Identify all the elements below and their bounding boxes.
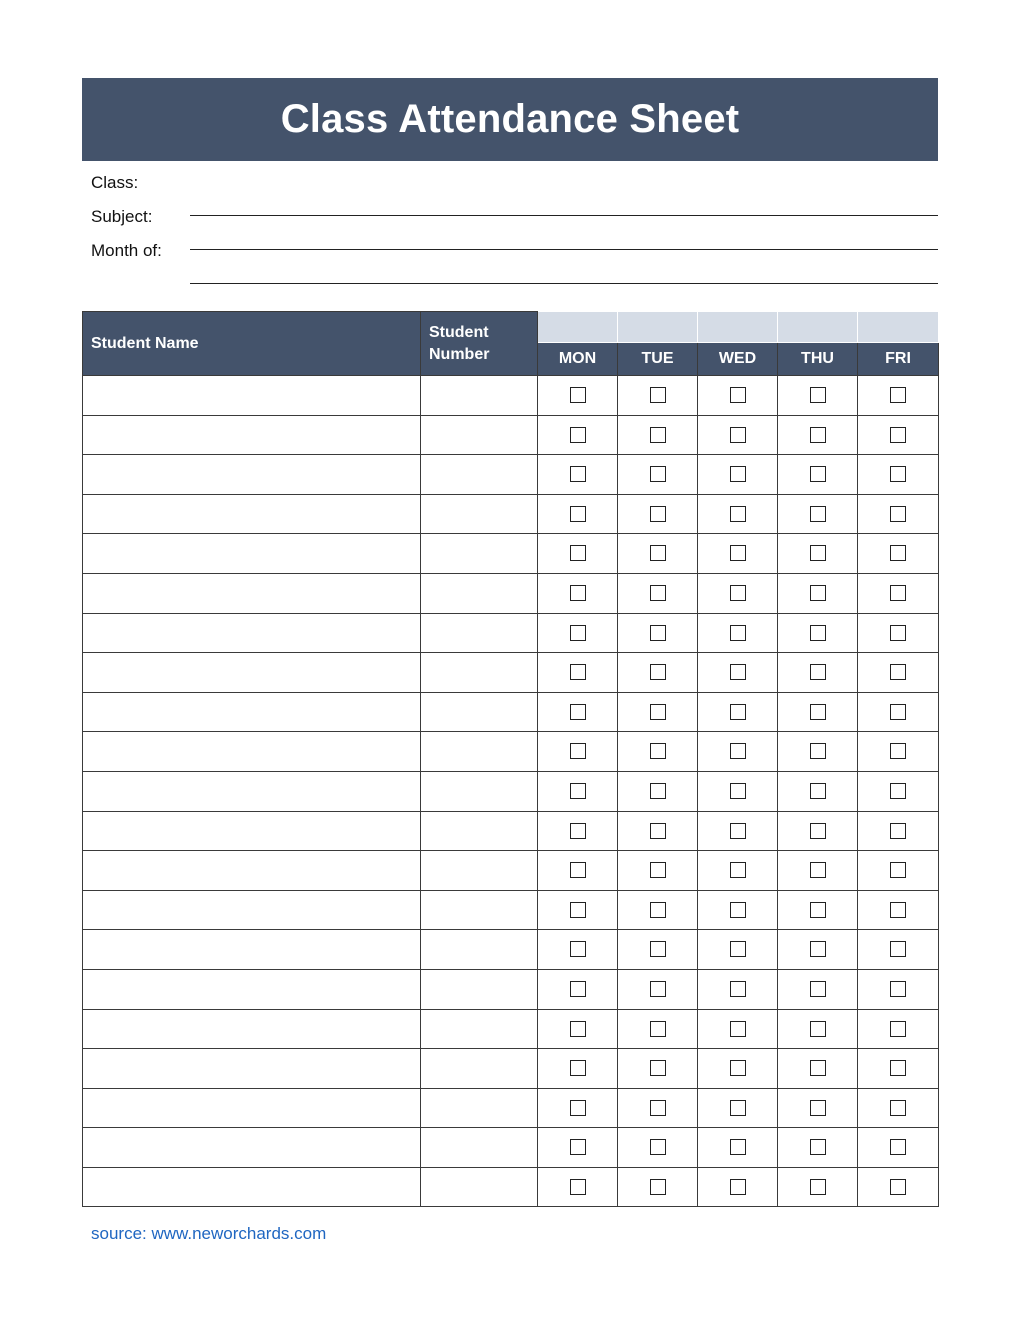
student-number-cell[interactable] (421, 969, 538, 1009)
table-row (83, 1049, 939, 1089)
day-header-wed: WED (698, 343, 778, 376)
table-row (83, 811, 939, 851)
empty-checkbox-icon[interactable] (810, 427, 826, 443)
attendance-cell-tue (618, 534, 698, 574)
empty-checkbox-icon[interactable] (570, 1100, 586, 1116)
empty-checkbox-icon[interactable] (650, 1100, 666, 1116)
empty-checkbox-icon[interactable] (730, 902, 746, 918)
date-cell-mon[interactable] (538, 312, 618, 343)
table-row (83, 851, 939, 891)
empty-checkbox-icon[interactable] (570, 941, 586, 957)
table-row (83, 1088, 939, 1128)
empty-checkbox-icon[interactable] (810, 783, 826, 799)
attendance-cell-fri (858, 811, 939, 851)
empty-checkbox-icon[interactable] (810, 704, 826, 720)
empty-checkbox-icon[interactable] (570, 862, 586, 878)
attendance-cell-thu (778, 1049, 858, 1089)
student-name-cell[interactable] (83, 1128, 421, 1168)
empty-checkbox-icon[interactable] (810, 1179, 826, 1195)
attendance-cell-fri (858, 732, 939, 772)
empty-checkbox-icon[interactable] (810, 506, 826, 522)
subject-field-row (82, 207, 938, 241)
attendance-cell-thu (778, 771, 858, 811)
attendance-cell-wed (698, 969, 778, 1009)
month-input[interactable] (190, 262, 938, 284)
attendance-cell-thu (778, 1167, 858, 1207)
date-cell-tue[interactable] (618, 312, 698, 343)
empty-checkbox-icon[interactable] (890, 1060, 906, 1076)
empty-checkbox-icon[interactable] (810, 387, 826, 403)
attendance-cell-thu (778, 811, 858, 851)
empty-checkbox-icon[interactable] (650, 545, 666, 561)
attendance-cell-fri (858, 1049, 939, 1089)
empty-checkbox-icon[interactable] (730, 585, 746, 601)
empty-checkbox-icon[interactable] (570, 1139, 586, 1155)
student-name-cell[interactable] (83, 969, 421, 1009)
empty-checkbox-icon[interactable] (730, 545, 746, 561)
attendance-cell-tue (618, 1128, 698, 1168)
empty-checkbox-icon[interactable] (730, 466, 746, 482)
attendance-cell-fri (858, 415, 939, 455)
empty-checkbox-icon[interactable] (730, 823, 746, 839)
attendance-cell-mon (538, 376, 618, 416)
table-row (83, 494, 939, 534)
attendance-cell-wed (698, 890, 778, 930)
attendance-cell-wed (698, 494, 778, 534)
attendance-cell-tue (618, 613, 698, 653)
empty-checkbox-icon[interactable] (890, 664, 906, 680)
student-number-cell[interactable] (421, 613, 538, 653)
empty-checkbox-icon[interactable] (810, 466, 826, 482)
student-number-cell[interactable] (421, 1128, 538, 1168)
empty-checkbox-icon[interactable] (650, 1021, 666, 1037)
attendance-cell-tue (618, 1088, 698, 1128)
attendance-cell-wed (698, 534, 778, 574)
empty-checkbox-icon[interactable] (890, 387, 906, 403)
date-cell-fri[interactable] (858, 312, 939, 343)
attendance-cell-tue (618, 494, 698, 534)
empty-checkbox-icon[interactable] (570, 1179, 586, 1195)
empty-checkbox-icon[interactable] (730, 941, 746, 957)
empty-checkbox-icon[interactable] (730, 427, 746, 443)
attendance-cell-wed (698, 1009, 778, 1049)
subject-label: Subject: (91, 207, 153, 226)
attendance-cell-mon (538, 930, 618, 970)
empty-checkbox-icon[interactable] (890, 466, 906, 482)
attendance-cell-thu (778, 376, 858, 416)
empty-checkbox-icon[interactable] (650, 1139, 666, 1155)
attendance-cell-tue (618, 732, 698, 772)
empty-checkbox-icon[interactable] (570, 664, 586, 680)
empty-checkbox-icon[interactable] (650, 704, 666, 720)
empty-checkbox-icon[interactable] (810, 941, 826, 957)
student-name-cell[interactable] (83, 930, 421, 970)
attendance-cell-mon (538, 494, 618, 534)
attendance-cell-mon (538, 1009, 618, 1049)
date-cell-thu[interactable] (778, 312, 858, 343)
attendance-cell-mon (538, 890, 618, 930)
empty-checkbox-icon[interactable] (890, 743, 906, 759)
empty-checkbox-icon[interactable] (890, 1100, 906, 1116)
empty-checkbox-icon[interactable] (890, 704, 906, 720)
attendance-cell-fri (858, 534, 939, 574)
student-number-cell[interactable] (421, 732, 538, 772)
attendance-cell-wed (698, 1167, 778, 1207)
student-number-cell[interactable] (421, 1049, 538, 1089)
attendance-cell-tue (618, 811, 698, 851)
attendance-cell-tue (618, 969, 698, 1009)
empty-checkbox-icon[interactable] (890, 941, 906, 957)
attendance-cell-mon (538, 1167, 618, 1207)
empty-checkbox-icon[interactable] (730, 1021, 746, 1037)
attendance-cell-tue (618, 376, 698, 416)
student-name-cell[interactable] (83, 1049, 421, 1089)
attendance-cell-fri (858, 692, 939, 732)
student-number-cell[interactable] (421, 1088, 538, 1128)
attendance-table (82, 311, 939, 1207)
attendance-cell-mon (538, 653, 618, 693)
empty-checkbox-icon[interactable] (650, 1060, 666, 1076)
empty-checkbox-icon[interactable] (730, 862, 746, 878)
attendance-cell-tue (618, 1049, 698, 1089)
attendance-cell-mon (538, 573, 618, 613)
empty-checkbox-icon[interactable] (570, 545, 586, 561)
student-name-cell[interactable] (83, 811, 421, 851)
table-row (83, 653, 939, 693)
empty-checkbox-icon[interactable] (570, 1021, 586, 1037)
empty-checkbox-icon[interactable] (810, 664, 826, 680)
empty-checkbox-icon[interactable] (650, 664, 666, 680)
empty-checkbox-icon[interactable] (730, 1100, 746, 1116)
attendance-cell-fri (858, 930, 939, 970)
table-row (83, 573, 939, 613)
empty-checkbox-icon[interactable] (650, 783, 666, 799)
empty-checkbox-icon[interactable] (810, 1139, 826, 1155)
attendance-cell-fri (858, 455, 939, 495)
table-row (83, 692, 939, 732)
student-number-cell[interactable] (421, 415, 538, 455)
table-row (83, 930, 939, 970)
attendance-cell-thu (778, 969, 858, 1009)
table-row (83, 969, 939, 1009)
attendance-cell-tue (618, 890, 698, 930)
empty-checkbox-icon[interactable] (730, 506, 746, 522)
empty-checkbox-icon[interactable] (570, 427, 586, 443)
empty-checkbox-icon[interactable] (890, 427, 906, 443)
student-name-cell[interactable] (83, 1167, 421, 1207)
empty-checkbox-icon[interactable] (570, 783, 586, 799)
attendance-cell-tue (618, 573, 698, 613)
attendance-cell-wed (698, 732, 778, 772)
table-row (83, 771, 939, 811)
attendance-cell-thu (778, 1088, 858, 1128)
student-name-cell[interactable] (83, 494, 421, 534)
empty-checkbox-icon[interactable] (730, 1060, 746, 1076)
empty-checkbox-icon[interactable] (730, 704, 746, 720)
empty-checkbox-icon[interactable] (570, 387, 586, 403)
attendance-cell-wed (698, 415, 778, 455)
attendance-cell-fri (858, 1167, 939, 1207)
attendance-cell-thu (778, 890, 858, 930)
empty-checkbox-icon[interactable] (810, 625, 826, 641)
attendance-cell-fri (858, 494, 939, 534)
empty-checkbox-icon[interactable] (650, 387, 666, 403)
attendance-cell-wed (698, 1049, 778, 1089)
attendance-cell-wed (698, 1088, 778, 1128)
empty-checkbox-icon[interactable] (890, 783, 906, 799)
student-number-cell[interactable] (421, 573, 538, 613)
attendance-cell-tue (618, 653, 698, 693)
empty-checkbox-icon[interactable] (650, 902, 666, 918)
attendance-cell-wed (698, 455, 778, 495)
attendance-cell-fri (858, 653, 939, 693)
empty-checkbox-icon[interactable] (810, 743, 826, 759)
table-row (83, 1009, 939, 1049)
class-label: Class: (91, 173, 139, 192)
empty-checkbox-icon[interactable] (650, 625, 666, 641)
column-header-student-number: Student Number (421, 312, 538, 376)
empty-checkbox-icon[interactable] (890, 862, 906, 878)
attendance-cell-mon (538, 692, 618, 732)
class-field-row (82, 173, 938, 207)
attendance-cell-thu (778, 534, 858, 574)
attendance-cell-fri (858, 1128, 939, 1168)
attendance-cell-thu (778, 494, 858, 534)
empty-checkbox-icon[interactable] (890, 1179, 906, 1195)
student-name-cell[interactable] (83, 376, 421, 416)
attendance-cell-mon (538, 771, 618, 811)
empty-checkbox-icon[interactable] (890, 1021, 906, 1037)
attendance-cell-tue (618, 415, 698, 455)
empty-checkbox-icon[interactable] (730, 981, 746, 997)
empty-checkbox-icon[interactable] (650, 981, 666, 997)
attendance-cell-mon (538, 534, 618, 574)
table-row (83, 613, 939, 653)
table-row (83, 455, 939, 495)
attendance-cell-tue (618, 1167, 698, 1207)
day-header-tue: TUE (618, 343, 698, 376)
attendance-cell-thu (778, 455, 858, 495)
attendance-cell-fri (858, 969, 939, 1009)
attendance-cell-fri (858, 1009, 939, 1049)
student-number-cell[interactable] (421, 771, 538, 811)
empty-checkbox-icon[interactable] (650, 1179, 666, 1195)
attendance-cell-fri (858, 376, 939, 416)
student-name-cell[interactable] (83, 415, 421, 455)
attendance-cell-mon (538, 455, 618, 495)
empty-checkbox-icon[interactable] (730, 743, 746, 759)
attendance-cell-fri (858, 890, 939, 930)
student-name-cell[interactable] (83, 890, 421, 930)
attendance-cell-mon (538, 1049, 618, 1089)
student-name-cell[interactable] (83, 771, 421, 811)
attendance-cell-fri (858, 613, 939, 653)
attendance-cell-mon (538, 851, 618, 891)
student-name-cell[interactable] (83, 851, 421, 891)
attendance-cell-tue (618, 851, 698, 891)
empty-checkbox-icon[interactable] (730, 664, 746, 680)
attendance-cell-wed (698, 653, 778, 693)
month-label: Month of: (91, 241, 162, 260)
table-row (83, 1167, 939, 1207)
empty-checkbox-icon[interactable] (730, 783, 746, 799)
empty-checkbox-icon[interactable] (730, 1139, 746, 1155)
attendance-cell-thu (778, 415, 858, 455)
attendance-cell-mon (538, 415, 618, 455)
empty-checkbox-icon[interactable] (730, 625, 746, 641)
attendance-cell-wed (698, 851, 778, 891)
empty-checkbox-icon[interactable] (810, 1100, 826, 1116)
empty-checkbox-icon[interactable] (650, 506, 666, 522)
empty-checkbox-icon[interactable] (570, 704, 586, 720)
attendance-cell-thu (778, 851, 858, 891)
empty-checkbox-icon[interactable] (890, 625, 906, 641)
attendance-cell-tue (618, 692, 698, 732)
attendance-cell-wed (698, 573, 778, 613)
empty-checkbox-icon[interactable] (570, 625, 586, 641)
attendance-cell-thu (778, 732, 858, 772)
table-row (83, 732, 939, 772)
attendance-cell-wed (698, 692, 778, 732)
student-number-cell[interactable] (421, 890, 538, 930)
empty-checkbox-icon[interactable] (570, 506, 586, 522)
attendance-cell-wed (698, 1128, 778, 1168)
student-number-cell[interactable] (421, 534, 538, 574)
student-name-cell[interactable] (83, 1088, 421, 1128)
student-number-cell[interactable] (421, 1009, 538, 1049)
student-number-cell[interactable] (421, 376, 538, 416)
empty-checkbox-icon[interactable] (810, 1021, 826, 1037)
empty-checkbox-icon[interactable] (890, 823, 906, 839)
day-header-thu: THU (778, 343, 858, 376)
empty-checkbox-icon[interactable] (570, 585, 586, 601)
student-name-cell[interactable] (83, 613, 421, 653)
attendance-cell-thu (778, 573, 858, 613)
empty-checkbox-icon[interactable] (810, 981, 826, 997)
empty-checkbox-icon[interactable] (650, 743, 666, 759)
attendance-cell-fri (858, 851, 939, 891)
empty-checkbox-icon[interactable] (570, 981, 586, 997)
student-name-cell[interactable] (83, 692, 421, 732)
empty-checkbox-icon[interactable] (570, 902, 586, 918)
empty-checkbox-icon[interactable] (810, 902, 826, 918)
empty-checkbox-icon[interactable] (730, 1179, 746, 1195)
student-number-cell[interactable] (421, 1167, 538, 1207)
student-name-cell[interactable] (83, 653, 421, 693)
table-header (83, 312, 939, 376)
attendance-cell-mon (538, 969, 618, 1009)
empty-checkbox-icon[interactable] (730, 387, 746, 403)
source-link[interactable]: source: www.neworchards.com (91, 1224, 327, 1243)
attendance-cell-thu (778, 1128, 858, 1168)
attendance-cell-thu (778, 653, 858, 693)
student-number-cell[interactable] (421, 811, 538, 851)
student-name-cell[interactable] (83, 455, 421, 495)
empty-checkbox-icon[interactable] (890, 506, 906, 522)
attendance-cell-fri (858, 1088, 939, 1128)
empty-checkbox-icon[interactable] (810, 585, 826, 601)
column-header-student-name: Student Name (83, 312, 421, 376)
empty-checkbox-icon[interactable] (570, 823, 586, 839)
table-row (83, 1128, 939, 1168)
attendance-cell-tue (618, 455, 698, 495)
student-name-cell[interactable] (83, 1009, 421, 1049)
attendance-cell-wed (698, 930, 778, 970)
empty-checkbox-icon[interactable] (810, 823, 826, 839)
attendance-cell-mon (538, 811, 618, 851)
attendance-cell-wed (698, 811, 778, 851)
empty-checkbox-icon[interactable] (650, 823, 666, 839)
empty-checkbox-icon[interactable] (650, 941, 666, 957)
attendance-cell-mon (538, 1128, 618, 1168)
attendance-cell-mon (538, 613, 618, 653)
student-number-cell[interactable] (421, 494, 538, 534)
student-name-cell[interactable] (83, 573, 421, 613)
empty-checkbox-icon[interactable] (810, 862, 826, 878)
empty-checkbox-icon[interactable] (890, 545, 906, 561)
date-cell-wed[interactable] (698, 312, 778, 343)
page-title: Class Attendance Sheet (280, 97, 740, 141)
title-banner (82, 78, 938, 161)
empty-checkbox-icon[interactable] (650, 427, 666, 443)
empty-checkbox-icon[interactable] (650, 585, 666, 601)
empty-checkbox-icon[interactable] (570, 1060, 586, 1076)
empty-checkbox-icon[interactable] (890, 981, 906, 997)
attendance-cell-thu (778, 930, 858, 970)
student-number-cell[interactable] (421, 692, 538, 732)
attendance-cell-mon (538, 1088, 618, 1128)
empty-checkbox-icon[interactable] (890, 1139, 906, 1155)
empty-checkbox-icon[interactable] (890, 585, 906, 601)
attendance-cell-tue (618, 930, 698, 970)
empty-checkbox-icon[interactable] (890, 902, 906, 918)
student-number-cell[interactable] (421, 851, 538, 891)
empty-checkbox-icon[interactable] (810, 1060, 826, 1076)
attendance-cell-fri (858, 771, 939, 811)
attendance-cell-mon (538, 732, 618, 772)
student-number-cell[interactable] (421, 653, 538, 693)
attendance-cell-thu (778, 692, 858, 732)
attendance-cell-wed (698, 613, 778, 653)
empty-checkbox-icon[interactable] (810, 545, 826, 561)
student-number-cell[interactable] (421, 930, 538, 970)
student-number-cell[interactable] (421, 455, 538, 495)
student-name-cell[interactable] (83, 534, 421, 574)
table-body (83, 376, 939, 1207)
month-field-row (82, 241, 938, 275)
attendance-cell-thu (778, 1009, 858, 1049)
attendance-cell-wed (698, 376, 778, 416)
attendance-cell-wed (698, 771, 778, 811)
table-row (83, 534, 939, 574)
day-header-mon: MON (538, 343, 618, 376)
day-header-fri: FRI (858, 343, 939, 376)
empty-checkbox-icon[interactable] (570, 743, 586, 759)
student-name-cell[interactable] (83, 732, 421, 772)
attendance-cell-tue (618, 1009, 698, 1049)
table-row (83, 890, 939, 930)
table-row (83, 376, 939, 416)
empty-checkbox-icon[interactable] (650, 466, 666, 482)
empty-checkbox-icon[interactable] (570, 466, 586, 482)
attendance-cell-thu (778, 613, 858, 653)
empty-checkbox-icon[interactable] (650, 862, 666, 878)
attendance-cell-fri (858, 573, 939, 613)
table-row (83, 415, 939, 455)
attendance-cell-tue (618, 771, 698, 811)
